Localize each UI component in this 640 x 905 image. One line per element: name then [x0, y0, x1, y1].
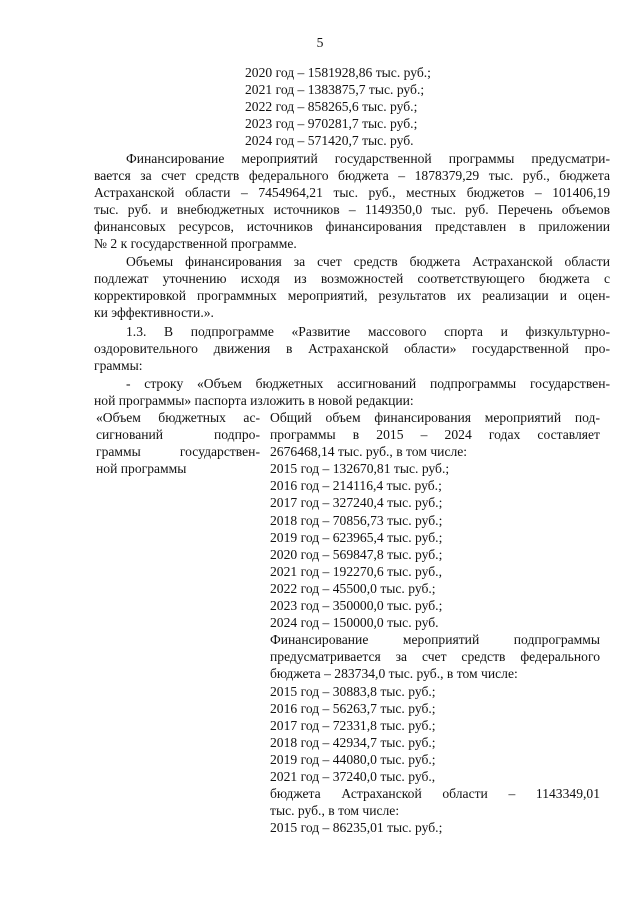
paragraph-volumes [94, 253, 610, 321]
text-line: сигнований подпро- [96, 427, 260, 443]
year-line: 2024 год – 571420,7 тыс. руб. [245, 133, 414, 149]
text-line: оздоровительного движения в Астраханской области» государственной про- [94, 341, 610, 357]
text-line: Финансирование мероприятий подпрограммы [270, 632, 600, 648]
text-line: Астраханской области – 7454964,21 тыс. руб., местных бюджетов – 101406,19 [94, 185, 610, 201]
paragraph-1-3 [94, 323, 610, 374]
year-line: 2024 год – 150000,0 тыс. руб. [270, 615, 439, 631]
year-line: 2015 год – 132670,81 тыс. руб.; [270, 461, 450, 477]
text-line: ной программы [96, 461, 187, 477]
text-line: Финансирование мероприятий государственной программы предусматри- [126, 151, 610, 166]
text-line: граммы государствен- [96, 444, 260, 460]
text-line: программы в 2015 – 2024 годах составляет [270, 427, 600, 443]
passport-table-label-cell [96, 409, 260, 477]
year-line: 2016 год – 214116,4 тыс. руб.; [270, 478, 442, 494]
text-line: финансовых ресурсов, источников финансирования представлен в приложении [94, 219, 610, 235]
year-line: 2015 год – 30883,8 тыс. руб.; [270, 683, 436, 699]
year-line: 2018 год – 42934,7 тыс. руб.; [270, 734, 436, 750]
year-line: 2020 год – 1581928,86 тыс. руб.; [245, 65, 431, 80]
year-line: 2019 год – 623965,4 тыс. руб.; [270, 529, 443, 545]
year-line: 2023 год – 350000,0 тыс. руб.; [270, 598, 443, 614]
year-line: 2023 год – 970281,7 тыс. руб.; [245, 116, 418, 132]
year-line: 2021 год – 1383875,7 тыс. руб.; [245, 82, 425, 98]
text-line: предусматривается за счет средств федерального [270, 649, 600, 665]
year-line: 2017 год – 327240,4 тыс. руб.; [270, 495, 443, 511]
year-line: 2021 год – 192270,6 тыс. руб., [270, 563, 442, 579]
year-line: 2022 год – 858265,6 тыс. руб.; [245, 99, 418, 115]
text-line: тыс. руб. и внебюджетных источников – 1149350,0 тыс. руб. Перечень объемов [94, 202, 610, 218]
year-line: 2015 год – 86235,01 тыс. руб.; [270, 820, 443, 836]
text-line: ной программы» паспорта изложить в новой редакции: [94, 393, 414, 409]
text-line: Общий объем финансирования мероприятий под- [270, 410, 600, 425]
paragraph-string [94, 375, 610, 409]
text-line: 2676468,14 тыс. руб., в том числе: [270, 444, 468, 460]
text-line: бюджета – 283734,0 тыс. руб., в том числе: [270, 666, 518, 682]
year-line: 2019 год – 44080,0 тыс. руб.; [270, 751, 436, 767]
text-line: «Объем бюджетных ас- [96, 410, 260, 425]
text-line: тыс. руб., в том числе: [270, 803, 400, 819]
text-line: - строку «Объем бюджетных ассигнований подпрограммы государствен- [126, 376, 610, 391]
paragraph-financing [94, 150, 610, 253]
top-year-list [245, 64, 431, 149]
year-line: 2021 год – 37240,0 тыс. руб., [270, 768, 436, 784]
year-line: 2020 год – 569847,8 тыс. руб.; [270, 546, 443, 562]
text-line: граммы: [94, 358, 143, 374]
year-line: 2022 год – 45500,0 тыс. руб.; [270, 580, 436, 596]
text-line: бюджета Астраханской области – 1143349,01 [270, 786, 600, 802]
text-line: № 2 к государственной программе. [94, 236, 297, 252]
year-line: 2017 год – 72331,8 тыс. руб.; [270, 717, 436, 733]
page-number: 5 [316, 35, 324, 50]
text-line: корректировкой программных мероприятий, результатов их реализации и оцен- [94, 288, 610, 304]
text-line: подлежат уточнению исходя из возможностей соответствующего бюджета с [94, 271, 610, 287]
passport-table-value-cell [270, 409, 600, 836]
text-line: 1.3. В подпрограмме «Развитие массового спорта и физкультурно- [126, 324, 610, 339]
text-line: ки эффективности.». [94, 305, 214, 321]
text-line: вается за счет средств федерального бюджета – 1878379,29 тыс. руб., бюджета [94, 168, 610, 184]
year-line: 2018 год – 70856,73 тыс. руб.; [270, 512, 443, 528]
year-line: 2016 год – 56263,7 тыс. руб.; [270, 700, 436, 716]
text-line: Объемы финансирования за счет средств бюджета Астраханской области [126, 254, 610, 269]
